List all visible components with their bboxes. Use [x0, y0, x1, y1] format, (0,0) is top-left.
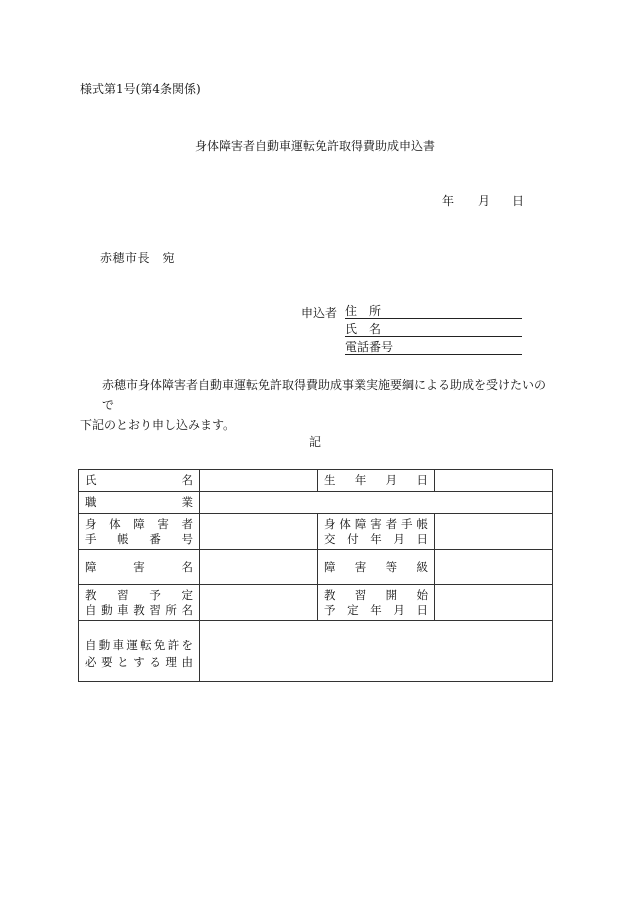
- label-char: 障: [354, 516, 367, 531]
- application-table: [78, 469, 553, 682]
- label-char: 障: [324, 559, 336, 574]
- label-char: 日: [416, 531, 428, 546]
- label-char: 日: [416, 602, 428, 617]
- applicant-name-label: 氏 名: [345, 322, 382, 336]
- addressee: 赤穂市長 宛: [100, 251, 176, 265]
- label-char: 習: [149, 602, 161, 617]
- document-title: 身体障害者自動車運転免許取得費助成申込書: [194, 139, 435, 153]
- label-char: 者: [181, 516, 193, 531]
- disability-name-value-cell[interactable]: [200, 550, 318, 585]
- label-char: 交: [324, 531, 336, 546]
- label-char: 動: [101, 602, 113, 617]
- label-char: 自: [85, 602, 97, 617]
- label-char: 教: [324, 587, 336, 602]
- label-char: 月: [393, 531, 405, 546]
- label-char: 月: [385, 473, 398, 487]
- label-char: を: [181, 638, 193, 652]
- label-char: 体: [339, 516, 351, 531]
- label-char: 必: [85, 655, 97, 669]
- cert-number-value-cell[interactable]: [200, 514, 318, 550]
- label-char: 者: [385, 516, 398, 531]
- label-char: 番: [149, 531, 161, 546]
- label-char: 手: [401, 516, 413, 531]
- start-date-value-cell[interactable]: [435, 585, 553, 621]
- label-char: と: [117, 655, 129, 669]
- applicant-address-field[interactable]: [345, 302, 522, 319]
- label-char: 手: [85, 531, 97, 546]
- label-char: 免: [153, 638, 166, 652]
- label-char: 害: [354, 559, 367, 574]
- label-char: 名: [181, 559, 193, 574]
- disability-grade-label-cell: [318, 550, 435, 585]
- label-char: 障: [133, 516, 145, 531]
- birthdate-value-cell[interactable]: [435, 470, 553, 492]
- label-char: 要: [101, 655, 113, 669]
- label-char: 害: [370, 516, 382, 531]
- label-char: 習: [117, 587, 129, 602]
- label-char: 理: [165, 655, 177, 669]
- label-char: 身: [324, 516, 336, 531]
- label-char: 帳: [117, 531, 129, 546]
- label-char: 氏: [85, 473, 97, 487]
- label-char: 月: [393, 602, 405, 617]
- name-label-cell: [79, 470, 200, 492]
- date-year-label: 年: [442, 194, 455, 208]
- label-char: 開: [385, 587, 398, 602]
- label-char: 名: [181, 473, 193, 487]
- label-char: 運: [126, 638, 138, 652]
- label-char: 日: [416, 473, 428, 487]
- label-char: 予: [149, 587, 161, 602]
- applicant-label: 申込者: [301, 306, 338, 320]
- label-char: 習: [354, 587, 367, 602]
- applicant-phone-field[interactable]: [345, 338, 522, 355]
- date-day-label: 日: [512, 194, 525, 208]
- start-date-label-cell: [318, 585, 435, 621]
- reason-label-cell: [79, 621, 200, 682]
- form-number: 様式第1号(第4条関係): [80, 82, 201, 96]
- label-char: 年: [354, 473, 367, 487]
- label-char: 始: [416, 587, 428, 602]
- cert-number-label-cell: [79, 514, 200, 550]
- label-char: 等: [385, 559, 398, 574]
- label-char: 職: [85, 495, 97, 509]
- label-char: 車: [117, 602, 129, 617]
- label-char: 身: [85, 516, 97, 531]
- label-char: 教: [85, 587, 97, 602]
- label-char: 帳: [416, 516, 428, 531]
- label-char: 年: [370, 531, 382, 546]
- applicant-phone-label: 電話番号: [345, 340, 394, 354]
- reason-value-cell[interactable]: [200, 621, 553, 682]
- label-char: 名: [181, 602, 193, 617]
- occupation-label-cell: [79, 492, 200, 514]
- label-char: 業: [181, 495, 193, 509]
- label-char: 自: [85, 638, 97, 652]
- label-char: 号: [181, 531, 193, 546]
- applicant-address-label: 住 所: [345, 304, 382, 318]
- label-char: 由: [181, 655, 193, 669]
- label-char: 定: [181, 587, 193, 602]
- label-char: 定: [347, 602, 359, 617]
- occupation-value-cell[interactable]: [200, 492, 553, 514]
- school-label-cell: [79, 585, 200, 621]
- name-value-cell[interactable]: [200, 470, 318, 492]
- label-char: 予: [324, 602, 336, 617]
- body-text: [80, 375, 550, 435]
- label-char: す: [133, 655, 145, 669]
- body-line-1: 赤穂市身体障害者自動車運転免許取得費助成事業実施要綱による助成を受けたいので: [102, 378, 547, 412]
- label-char: 車: [112, 638, 125, 652]
- cert-date-label-cell: [318, 514, 435, 550]
- label-char: 害: [133, 559, 145, 574]
- label-char: 級: [416, 559, 428, 574]
- label-char: 障: [85, 559, 97, 574]
- label-char: 転: [140, 638, 152, 652]
- label-char: る: [149, 655, 161, 669]
- label-char: 許: [167, 638, 180, 652]
- label-char: 生: [324, 473, 336, 487]
- birthdate-label-cell: [318, 470, 435, 492]
- disability-grade-value-cell[interactable]: [435, 550, 553, 585]
- ki-heading: 記: [308, 435, 321, 449]
- applicant-name-field[interactable]: [345, 320, 522, 337]
- disability-name-label-cell: [79, 550, 200, 585]
- school-value-cell[interactable]: [200, 585, 318, 621]
- label-char: 動: [98, 638, 111, 652]
- date-month-label: 月: [478, 194, 491, 208]
- label-char: 所: [165, 602, 177, 617]
- label-char: 付: [347, 531, 359, 546]
- label-char: 教: [133, 602, 145, 617]
- cert-date-value-cell[interactable]: [435, 514, 553, 550]
- body-line-2: 下記のとおり申し込みます。: [80, 418, 236, 432]
- label-char: 年: [370, 602, 382, 617]
- label-char: 害: [157, 516, 169, 531]
- label-char: 体: [109, 516, 121, 531]
